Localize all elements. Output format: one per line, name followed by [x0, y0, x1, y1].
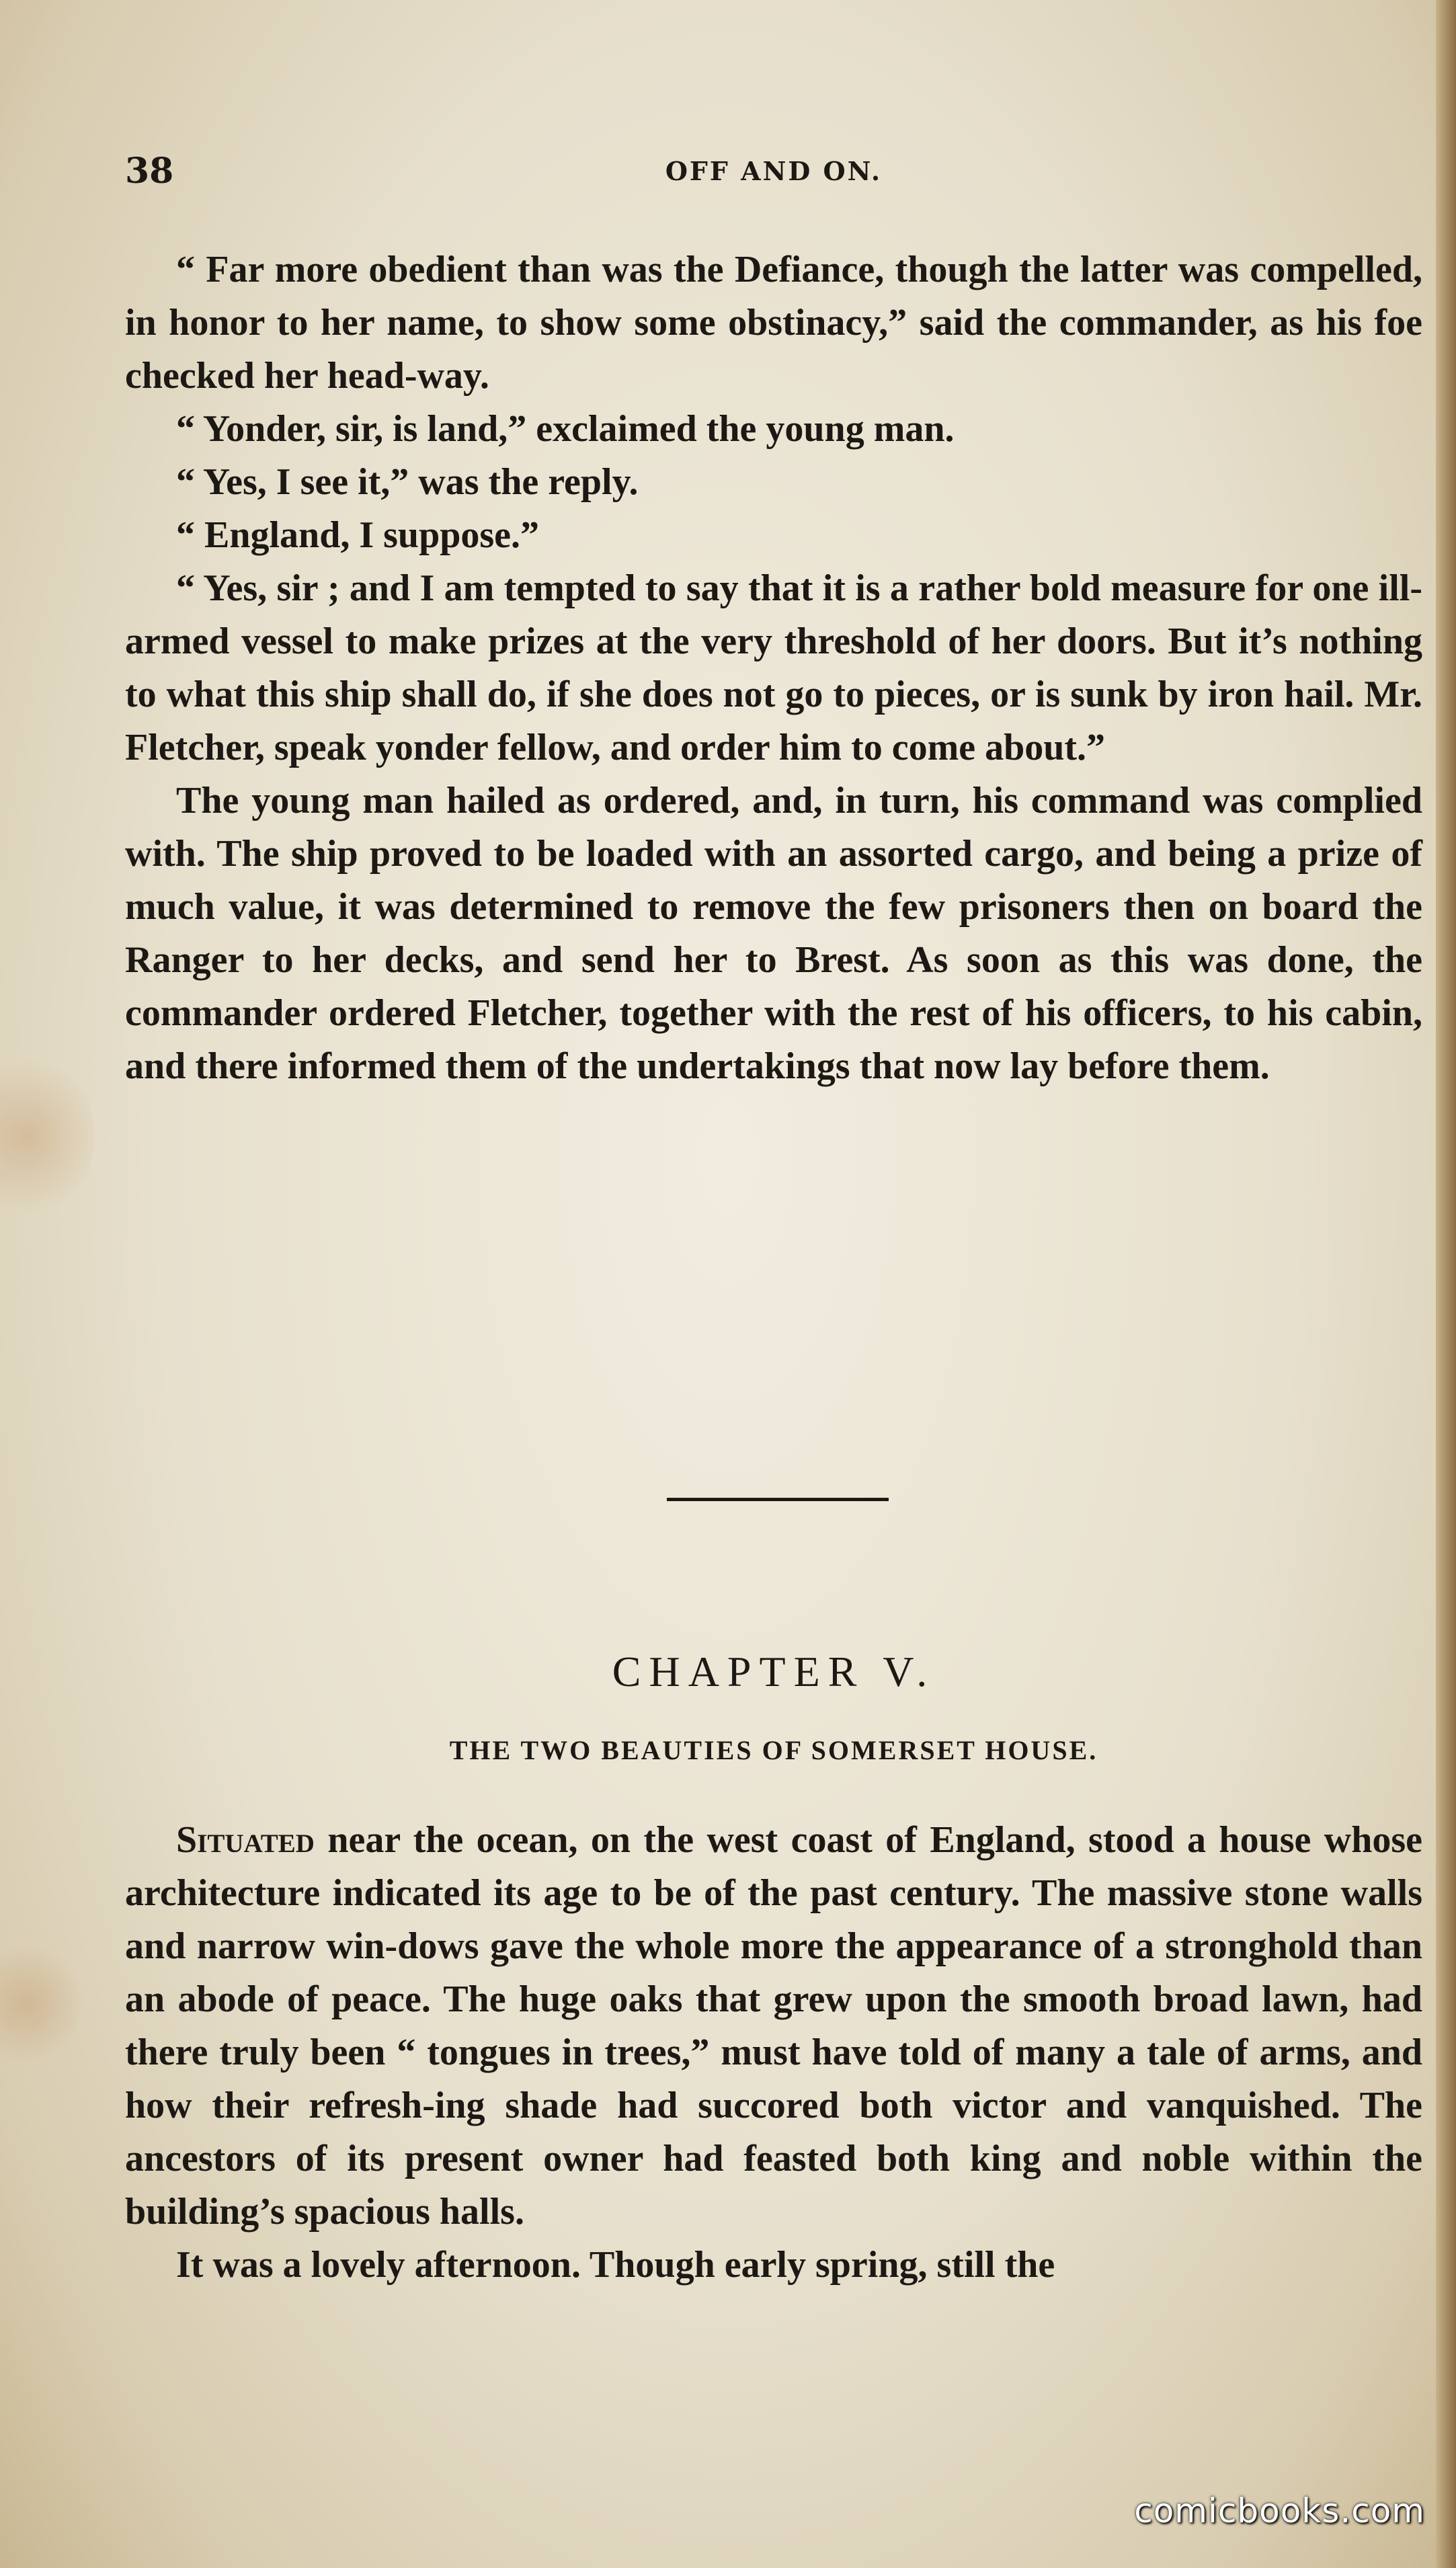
paragraph: “ Yes, I see it,” was the reply.: [176, 461, 639, 503]
running-head: OFF AND ON.: [665, 156, 883, 186]
paragraph-body: near the ocean, on the west coast of England, stood a house whose architecture indicated its age to be of the past century. The massive stone walls and narrow win-dows gave the whole more the appearance of a stronghold than an abode of peace. The huge oaks that grew upon the smooth broad lawn, had there truly been “ tongues in trees,” must have told of many a tale of arms, and how their refresh-ing shade had succored both victor and vanquished. The ancestors of its present owner had feasted both king and noble within the building’s spacious halls.: [125, 1819, 1422, 2233]
section-divider: [667, 1498, 889, 1501]
paragraph: “ Yes, sir ; and I am tempted to say that it is a rather bold measure for one ill-armed vessel to make prizes at the very threshold of her doors. But it’s nothing to what this ship shall do, if she does not go to pieces, or is sunk by iron hail. Mr. Fletcher, speak yonder fellow, and order him to come about.”: [125, 567, 1422, 768]
watermark: comicbooks.com: [1134, 2491, 1425, 2530]
paragraph: “ Yonder, sir, is land,” exclaimed the young man.: [176, 408, 955, 450]
paragraph: The young man hailed as ordered, and, in turn, his command was complied with. The ship proved to be loaded with an assorted cargo, and being a prize of much value, it was determined to remove the few prisoners then on board the Ranger to her decks, and send her to Brest. As soon as this was done, the commander ordered Fletcher, together with the rest of his officers, to his cabin, and there informed them of the undertakings that now lay before them.: [125, 780, 1422, 1087]
paragraph: “ Far more obedient than was the Defiance, though the latter was compelled, in honor to her name, to show some obstinacy,” said the commander, as his foe checked her head-way.: [125, 249, 1422, 397]
paper-stain: [0, 1936, 81, 2071]
text-after-chapter: [125, 1814, 1422, 2292]
chapter-subtitle: THE TWO BEAUTIES OF SOMERSET HOUSE.: [449, 1735, 1098, 1765]
page-edge: [1436, 0, 1456, 2568]
page-header: [125, 151, 1422, 198]
paper-stain: [0, 1049, 94, 1223]
paragraph: It was a lovely afternoon. Though early spring, still the: [176, 2244, 1055, 2286]
page-number: 38: [125, 151, 174, 192]
text-before-chapter: [125, 243, 1422, 1093]
paragraph: [125, 1814, 1422, 2239]
chapter-title: CHAPTER V.: [612, 1648, 936, 1695]
opening-word: Situated: [176, 1819, 315, 1861]
paragraph: “ England, I suppose.”: [176, 514, 540, 556]
